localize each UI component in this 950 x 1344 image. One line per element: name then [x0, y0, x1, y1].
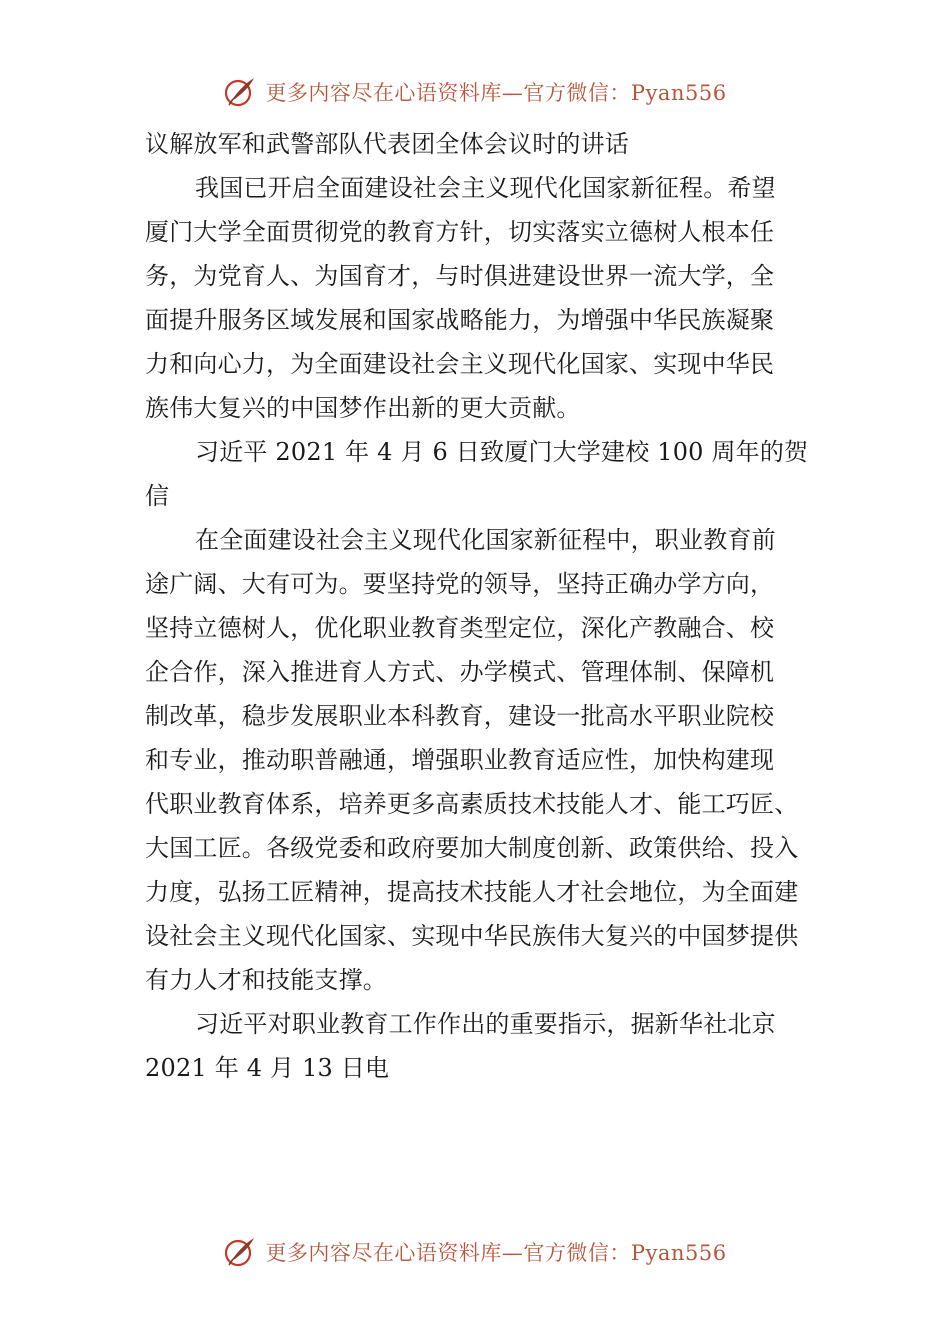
text-line: 习近平对职业教育工作作出的重要指示，据新华社北京 — [195, 1010, 776, 1038]
document-body — [145, 122, 835, 1090]
text-line: 族伟大复兴的中国梦作出新的更大贡献。 — [145, 394, 581, 422]
text-line: 和专业，推动职普融通，增强职业教育适应性，加快构建现 — [145, 746, 775, 774]
text-line: 务，为党育人、为国育才，与时俱进建设世界一流大学，全 — [145, 262, 775, 290]
text-line: 信 — [145, 482, 170, 510]
quill-logo-icon — [223, 75, 257, 109]
text-line: 坚持立德树人，优化职业教育类型定位，深化产教融合、校 — [145, 614, 775, 642]
text-line: 制改革，稳步发展职业本科教育，建设一批高水平职业院校 — [145, 702, 775, 730]
text-line: 力度，弘扬工匠精神，提高技术技能人才社会地位，为全面建 — [145, 878, 799, 906]
text-line: 企合作，深入推进育人方式、办学模式、管理体制、保障机 — [145, 658, 775, 686]
text-line: 大国工匠。各级党委和政府要加大制度创新、政策供给、投入 — [145, 834, 799, 862]
text-line: 2021 年 4 月 13 日电 — [145, 1054, 390, 1082]
text-line: 面提升服务区域发展和国家战略能力，为增强中华民族凝聚 — [145, 306, 775, 334]
text-line: 我国已开启全面建设社会主义现代化国家新征程。希望 — [195, 174, 776, 202]
footer-banner — [0, 1232, 950, 1272]
text-line: 设社会主义现代化国家、实现中华民族伟大复兴的中国梦提供 — [145, 922, 799, 950]
text-line: 习近平 2021 年 4 月 6 日致厦门大学建校 100 周年的贺 — [195, 438, 809, 466]
text-line: 力和向心力，为全面建设社会主义现代化国家、实现中华民 — [145, 350, 775, 378]
quill-logo-icon — [223, 1235, 257, 1269]
text-line: 厦门大学全面贯彻党的教育方针，切实落实立德树人根本任 — [145, 218, 775, 246]
text-line: 途广阔、大有可为。要坚持党的领导，坚持正确办学方向， — [145, 570, 775, 598]
text-line: 在全面建设社会主义现代化国家新征程中，职业教育前 — [195, 526, 776, 554]
text-line: 有力人才和技能支撑。 — [145, 966, 387, 994]
header-banner-text: 更多内容尽在心语资料库—官方微信：Pyan556 — [265, 81, 727, 105]
text-line: 议解放军和武警部队代表团全体会议时的讲话 — [145, 130, 629, 158]
header-banner — [0, 72, 950, 112]
footer-banner-text: 更多内容尽在心语资料库—官方微信：Pyan556 — [265, 1241, 727, 1265]
text-line: 代职业教育体系，培养更多高素质技术技能人才、能工巧匠、 — [145, 790, 799, 818]
